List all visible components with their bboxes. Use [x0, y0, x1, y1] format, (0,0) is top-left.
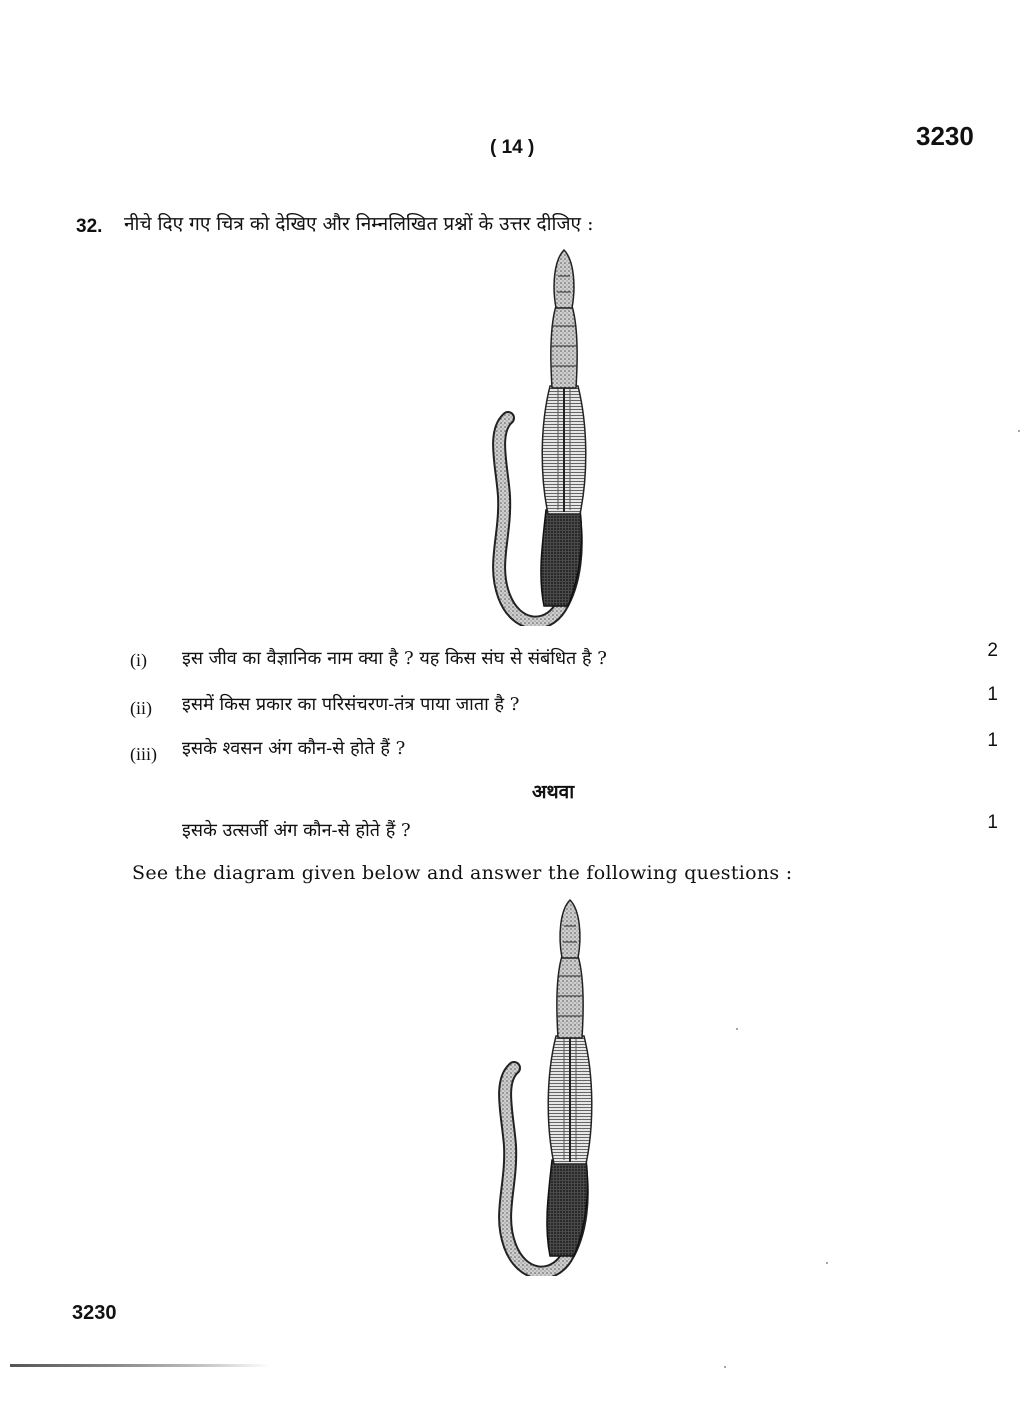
part-marks-i: 2	[987, 640, 998, 661]
scan-speck	[826, 1262, 828, 1264]
question-stem-hindi: नीचे दिए गए चित्र को देखिए और निम्नलिखित प्रश्नों के उत्तर दीजिए :	[124, 213, 594, 235]
part-label-ii: (ii)	[130, 698, 152, 718]
part-text-iii: इसके श्वसन अंग कौन-से होते हैं ?	[182, 738, 406, 759]
alternative-question-text: इसके उत्सर्जी अंग कौन-से होते हैं ?	[182, 820, 411, 841]
alternative-question-marks: 1	[987, 812, 998, 833]
part-marks-ii: 1	[987, 684, 998, 705]
paper-code-footer: 3230	[72, 1302, 117, 1324]
paper-code-header: 3230	[916, 121, 974, 151]
part-label-iii: (iii)	[130, 744, 157, 764]
or-separator: अथवा	[532, 781, 575, 803]
scan-speck	[724, 1366, 726, 1368]
scan-edge-mark	[10, 1364, 270, 1367]
scan-speck	[1018, 430, 1020, 432]
scan-speck	[736, 1028, 738, 1030]
part-marks-iii: 1	[987, 730, 998, 751]
question-number: 32.	[76, 216, 103, 237]
earthworm-diagram-icon	[488, 246, 608, 626]
part-text-ii: इसमें किस प्रकार का परिसंचरण-तंत्र पाया जाता है ?	[182, 694, 520, 715]
part-text-i: इस जीव का वैज्ञानिक नाम क्या है ? यह किस संघ से संबंधित है ?	[182, 648, 607, 669]
part-label-i: (i)	[130, 650, 147, 670]
question-stem-english: See the diagram given below and answer the following questions :	[132, 862, 793, 884]
page-number: ( 14 )	[490, 137, 535, 158]
earthworm-diagram-icon-2	[494, 896, 614, 1276]
